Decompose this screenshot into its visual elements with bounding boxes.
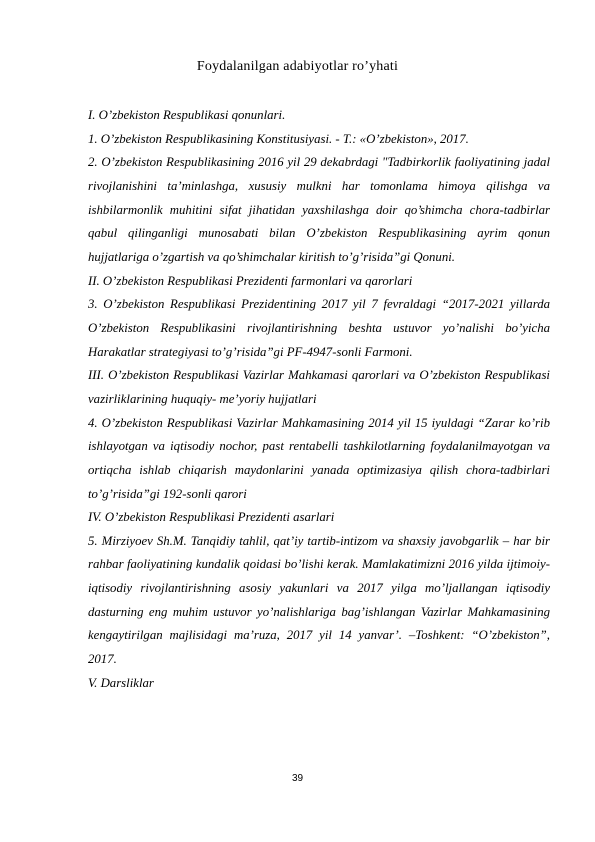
reference-item-2: 2. O’zbekiston Respublikasining 2016 yil 29 dekabrdagi "Tadbirkorlik faoliyatining jadal rivojlanishini ta’minlashga, xususiy mulkni har tomonlama himoya qilishga va ishbilarmonlik muhitini sifat jihatidan yaxshilashga doir qo’shimcha chora-tadbirlar qabul qilinganligi munosabati bilan O’zbekiston Respublikasining ayrim qonun hujjatlariga o’zgartish va qo’shimchalar kiritish to’g’risida”gi Qonuni. <box>88 155 550 264</box>
section-heading-laws: I. O’zbekiston Respublikasi qonunlari. <box>88 108 286 122</box>
bibliography-body <box>88 104 550 695</box>
page-number: 39 <box>291 773 304 784</box>
section-heading-decrees: II. O’zbekiston Respublikasi Prezidenti farmonlari va qarorlari <box>88 273 413 288</box>
reference-item-1: 1. O’zbekiston Respublikasining Konstitusiyasi. - T.: «O’zbekiston», 2017. <box>88 131 469 146</box>
reference-item-3: 3. O’zbekiston Respublikasi Prezidentining 2017 yil 7 fevraldagi “2017-2021 yillarda O’zbekiston Respublikasini rivojlantirishning beshta ustuvor yo’nalishi bo’yicha Harakatlar strategiyasi to’g’risida”gi PF-4947-sonli Farmoni. <box>88 297 550 359</box>
reference-item-5: 5. Mirziyoev Sh.M. Tanqidiy tahlil, qat’iy tartib-intizom va shaxsiy javobgarlik – har bir rahbar faoliyatining kundalik qoidasi bo’lishi kerak. Mamlakatimizni 2016 yilda ijtimoiy-iqtisodiy rivojlantirishning asosiy yakunlari va 2017 yilga mo’ljallangan iqtisodiy dasturning eng muhim ustuvor yo’nalishlariga bag’ishlangan Vazirlar Mahkamasining kengaytirilgan majlisidagi ma’ruza, 2017 yil 14 yanvar’. –Toshkent: “O’zbekiston”, 2017. <box>88 533 550 667</box>
section-heading-resolutions: III. O’zbekiston Respublikasi Vazirlar Mahkamasi qarorlari va O’zbekiston Respublikasi vazirliklarining huquqiy- me’yoriy hujjatlari <box>88 368 550 406</box>
section-heading-textbooks: V. Darsliklar <box>88 675 154 690</box>
reference-item-4: 4. O’zbekiston Respublikasi Vazirlar Mahkamasining 2014 yil 15 iyuldagi “Zarar ko’rib ishlayotgan va iqtisodiy nochor, past rentabelli tashkilotlarning foydalanilmayotgan va ortiqcha ishlab chiqarish maydonlarini yanada optimizasiya qilish chora-tadbirlari to’g’risida”gi 192-sonli qarori <box>88 415 550 501</box>
section-heading-works: IV. O’zbekiston Respublikasi Prezidenti asarlari <box>88 510 335 525</box>
page-title: Foydalanilgan adabiyotlar ro’yhati <box>196 59 399 74</box>
